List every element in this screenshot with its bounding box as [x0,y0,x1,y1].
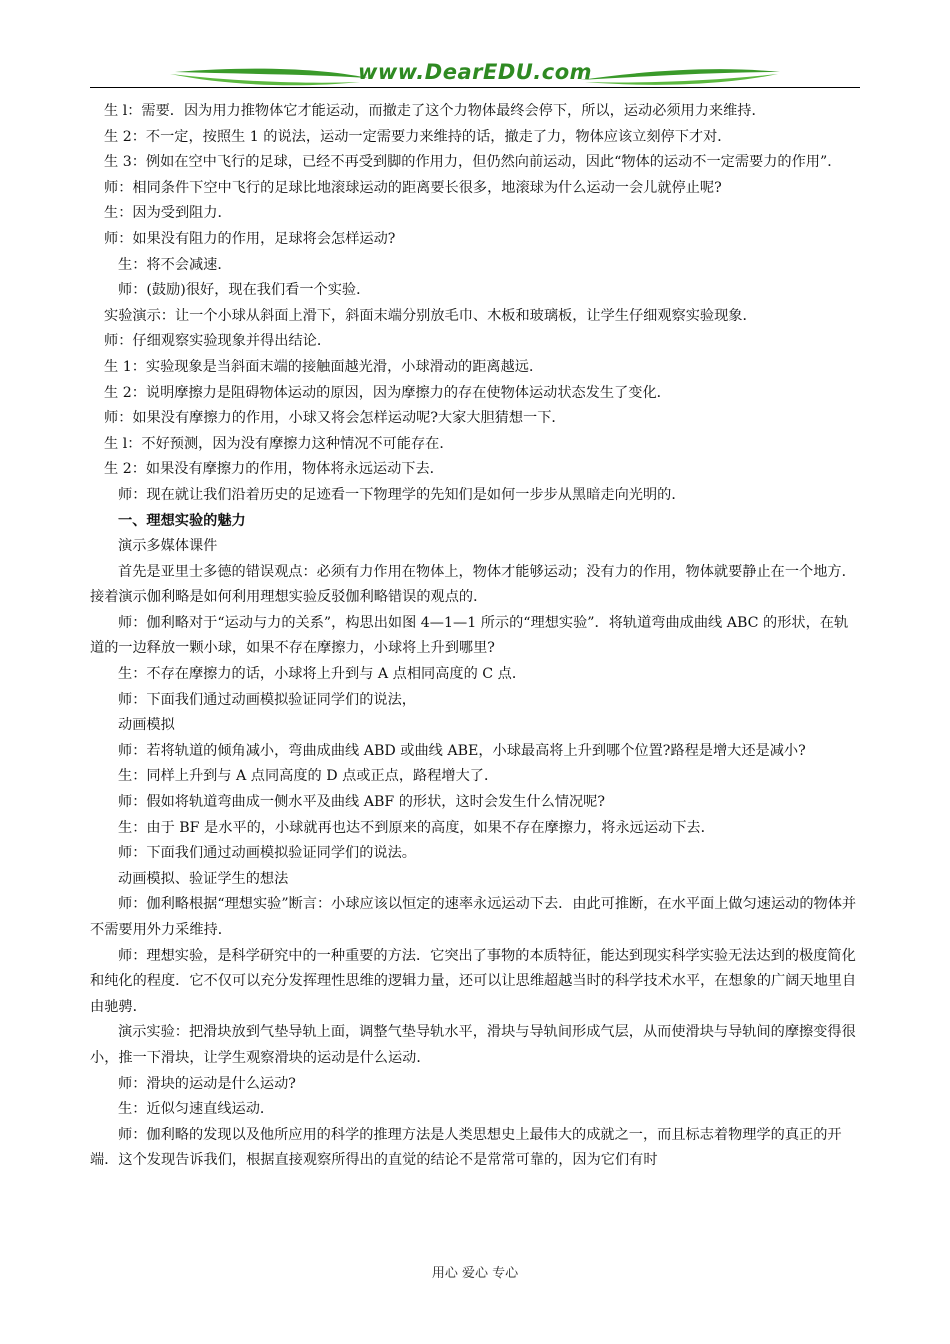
paragraph: 师：相同条件下空中飞行的足球比地滚球运动的距离要长很多，地滚球为什么运动一会儿就停止呢? [104,179,722,196]
paragraph: 师：下面我们通过动画模拟验证同学们的说法。 [118,845,416,862]
paragraph: 师：若将轨道的倾角减小，弯曲成曲线 ABD 或曲线 ABE，小球最高将上升到哪个位置?路程是增大还是减小? [118,742,806,759]
paragraph: 生：因为受到阻力． [104,205,232,222]
paragraph: 生 2：不一定，按照生 1 的说法，运动一定需要力来维持的话，撤走了力，物体应该立刻停下才对． [104,128,732,145]
paragraph: 生 2：如果没有摩擦力的作用，物体将永远运动下去． [104,461,444,478]
site-logo-text: www.DearEDU.com [357,60,593,84]
paragraph: 师：伽利略的发现以及他所应用的科学的推理方法是人类思想史上最伟大的成就之一，而且标志着物理学的真正的开端．这个发现告诉我们，根据直接观察所得出的直觉的结论不是常常可靠的，因为它们有时 [90,1126,842,1169]
paragraph: 生 2：说明摩擦力是阻碍物体运动的原因，因为摩擦力的存在使物体运动状态发生了变化． [104,384,671,401]
paragraph: 师：伽利略对于“运动与力的关系”，构思出如图 4—1—1 所示的“理想实验”．将轨道弯曲成曲线 ABC 的形状，在轨道的一边释放一颗小球，如果不存在摩擦力，小球将上升到哪里? [90,614,849,657]
paragraph: 演示多媒体课件 [118,538,218,555]
paragraph: 生 3：例如在空中飞行的足球，已经不再受到脚的作用力，但仍然向前运动，因此“物体的运动不一定需要力的作用”． [104,154,842,171]
paragraph: 生：将不会减速． [118,256,232,273]
paragraph: 首先是亚里士多德的错误观点：必须有力作用在物体上，物体才能够运动；没有力的作用，物体就要静止在一个地方．接着演示伽利略是如何利用理想实验反驳伽利略错误的观点的． [90,563,856,606]
section-heading: 一、理想实验的魅力 [118,512,246,529]
paragraph: 师：下面我们通过动画模拟验证同学们的说法， [118,691,416,708]
paragraph: 师：(鼓励)很好，现在我们看一个实验． [118,282,371,299]
paragraph: 生：不存在摩擦力的话，小球将上升到与 A 点相同高度的 C 点． [118,666,527,683]
paragraph: 师：如果没有摩擦力的作用，小球又将会怎样运动呢?大家大胆猜想一下． [104,410,566,427]
paragraph: 师：伽利略根据“理想实验”断言：小球应该以恒定的速率永远运动下去．由此可推断，在水平面上做匀速运动的物体并不需要用外力采维持． [90,896,857,938]
paragraph: 实验演示：让一个小球从斜面上滑下，斜面末端分别放毛巾、木板和玻璃板，让学生仔细观察实验现象． [104,307,757,324]
paragraph: 生：由于 BF 是水平的，小球就再也达不到原来的高度，如果不存在摩擦力，将永远运动下去． [118,819,715,836]
paragraph: 动画模拟 [118,717,175,734]
document-body [90,99,860,1174]
header-divider [90,87,860,88]
paragraph: 师：理想实验，是科学研究中的一种重要的方法．它突出了事物的本质特征，能达到现实科学实验无法达到的极度简化和纯化的程度．它不仅可以充分发挥理性思维的逻辑力量，还可以让思维超越当时的科学技术水平，在想象的广阔天地里自由驰骋． [90,947,857,1015]
page-footer: 用心 爱心 专心 [431,1266,519,1281]
paragraph: 师：现在就让我们沿着历史的足迹看一下物理学的先知们是如何一步步从黑暗走向光明的． [118,486,686,503]
paragraph: 生 1：实验现象是当斜面末端的接触面越光滑，小球滑动的距离越远． [104,358,544,375]
paragraph: 生 l：需要．因为用力推物体它才能运动，而撤走了这个力物体最终会停下，所以，运动必须用力来维持． [104,103,766,119]
paragraph: 动画模拟、验证学生的想法 [118,870,289,887]
paragraph: 生 l：不好预测，因为没有摩擦力这种情况不可能存在． [104,435,454,452]
paragraph: 生：同样上升到与 A 点同高度的 D 点或正点，路程增大了． [118,768,499,785]
paragraph: 师：如果没有阻力的作用，足球将会怎样运动? [104,230,396,247]
paragraph: 生：近似匀速直线运动． [118,1101,275,1118]
paragraph: 师：假如将轨道弯曲成一侧水平及曲线 ABF 的形状，这时会发生什么情况呢? [118,794,605,811]
paragraph: 演示实验：把滑块放到气垫导轨上面，调整气垫导轨水平，滑块与导轨间形成气层，从而使滑块与导轨间的摩擦变得很小，推一下滑块，让学生观察滑块的运动是什么运动． [90,1024,856,1066]
paragraph: 师：滑块的运动是什么运动? [118,1075,296,1092]
paragraph: 师：仔细观察实验现象并得出结论． [104,333,332,350]
